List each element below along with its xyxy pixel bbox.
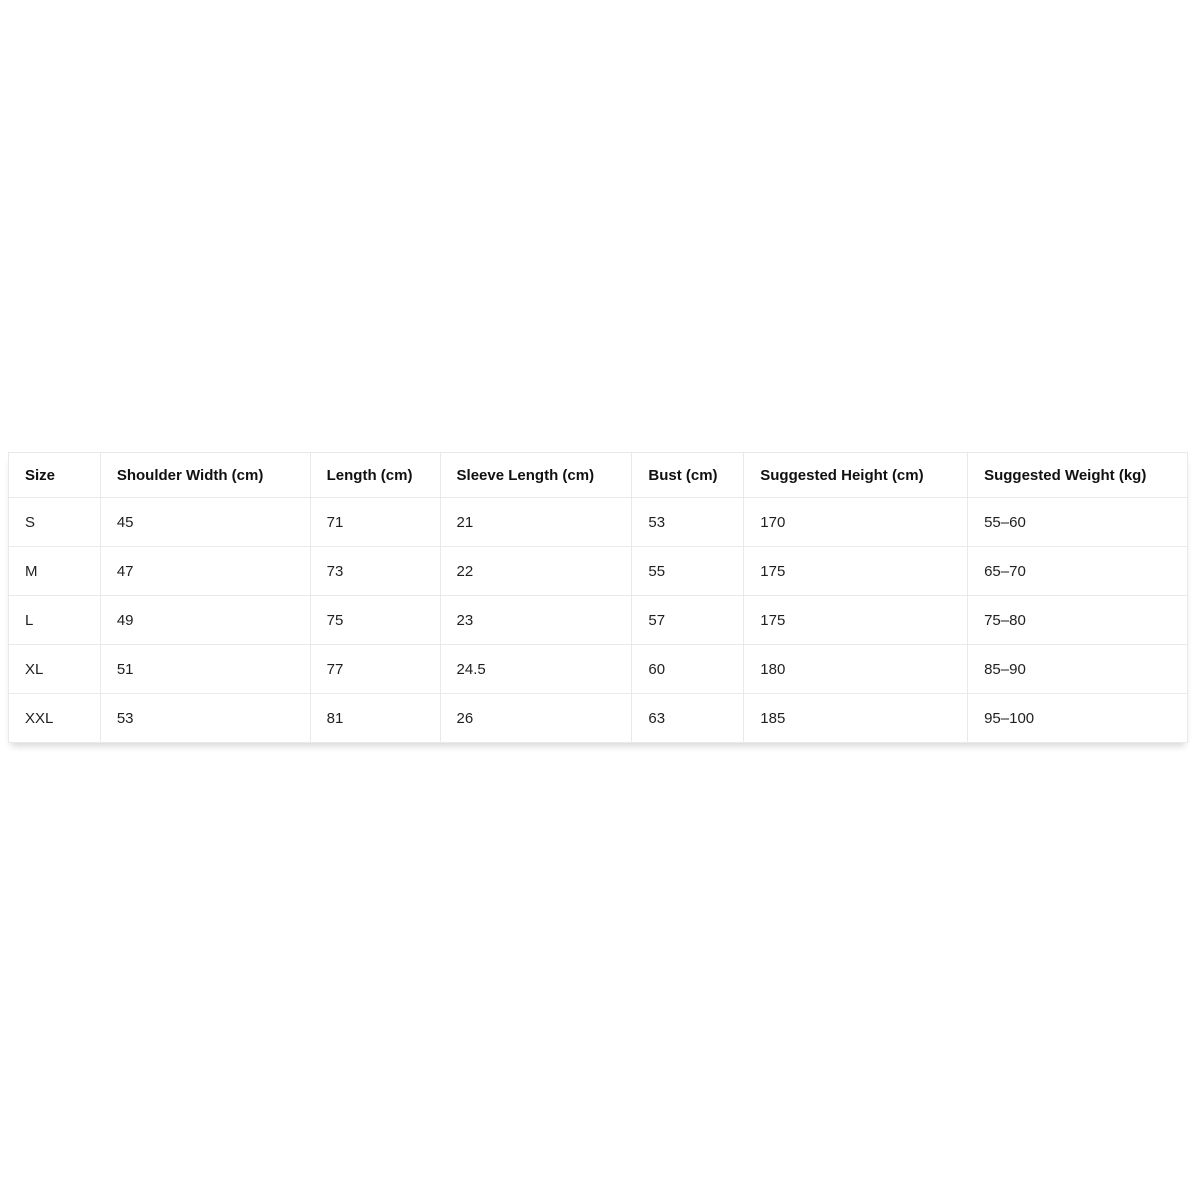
measurement-cell: 75 xyxy=(310,596,440,645)
measurement-cell: 73 xyxy=(310,547,440,596)
measurement-cell: 180 xyxy=(744,645,968,694)
column-header: Length (cm) xyxy=(310,453,440,498)
measurement-cell: 24.5 xyxy=(440,645,632,694)
size-label-cell: L xyxy=(9,596,101,645)
measurement-cell: 53 xyxy=(632,498,744,547)
measurement-cell: 71 xyxy=(310,498,440,547)
table-row xyxy=(9,596,1188,645)
measurement-cell: 23 xyxy=(440,596,632,645)
measurement-cell: 75–80 xyxy=(968,596,1188,645)
measurement-cell: 21 xyxy=(440,498,632,547)
column-header: Bust (cm) xyxy=(632,453,744,498)
measurement-cell: 77 xyxy=(310,645,440,694)
header-row xyxy=(9,453,1188,498)
measurement-cell: 85–90 xyxy=(968,645,1188,694)
table-row xyxy=(9,547,1188,596)
size-chart xyxy=(8,452,1188,743)
measurement-cell: 53 xyxy=(100,694,310,743)
table-row xyxy=(9,498,1188,547)
table-row xyxy=(9,694,1188,743)
column-header: Suggested Weight (kg) xyxy=(968,453,1188,498)
size-chart-header xyxy=(9,453,1188,498)
column-header: Size xyxy=(9,453,101,498)
size-chart-body xyxy=(9,498,1188,743)
measurement-cell: 57 xyxy=(632,596,744,645)
measurement-cell: 95–100 xyxy=(968,694,1188,743)
measurement-cell: 55 xyxy=(632,547,744,596)
table-row xyxy=(9,645,1188,694)
measurement-cell: 47 xyxy=(100,547,310,596)
size-label-cell: M xyxy=(9,547,101,596)
measurement-cell: 60 xyxy=(632,645,744,694)
column-header: Shoulder Width (cm) xyxy=(100,453,310,498)
column-header: Sleeve Length (cm) xyxy=(440,453,632,498)
measurement-cell: 26 xyxy=(440,694,632,743)
column-header: Suggested Height (cm) xyxy=(744,453,968,498)
measurement-cell: 55–60 xyxy=(968,498,1188,547)
measurement-cell: 63 xyxy=(632,694,744,743)
measurement-cell: 65–70 xyxy=(968,547,1188,596)
measurement-cell: 170 xyxy=(744,498,968,547)
measurement-cell: 175 xyxy=(744,596,968,645)
size-label-cell: XXL xyxy=(9,694,101,743)
measurement-cell: 45 xyxy=(100,498,310,547)
measurement-cell: 51 xyxy=(100,645,310,694)
measurement-cell: 81 xyxy=(310,694,440,743)
size-chart-table xyxy=(8,452,1188,743)
size-label-cell: XL xyxy=(9,645,101,694)
measurement-cell: 49 xyxy=(100,596,310,645)
measurement-cell: 185 xyxy=(744,694,968,743)
measurement-cell: 175 xyxy=(744,547,968,596)
size-label-cell: S xyxy=(9,498,101,547)
measurement-cell: 22 xyxy=(440,547,632,596)
